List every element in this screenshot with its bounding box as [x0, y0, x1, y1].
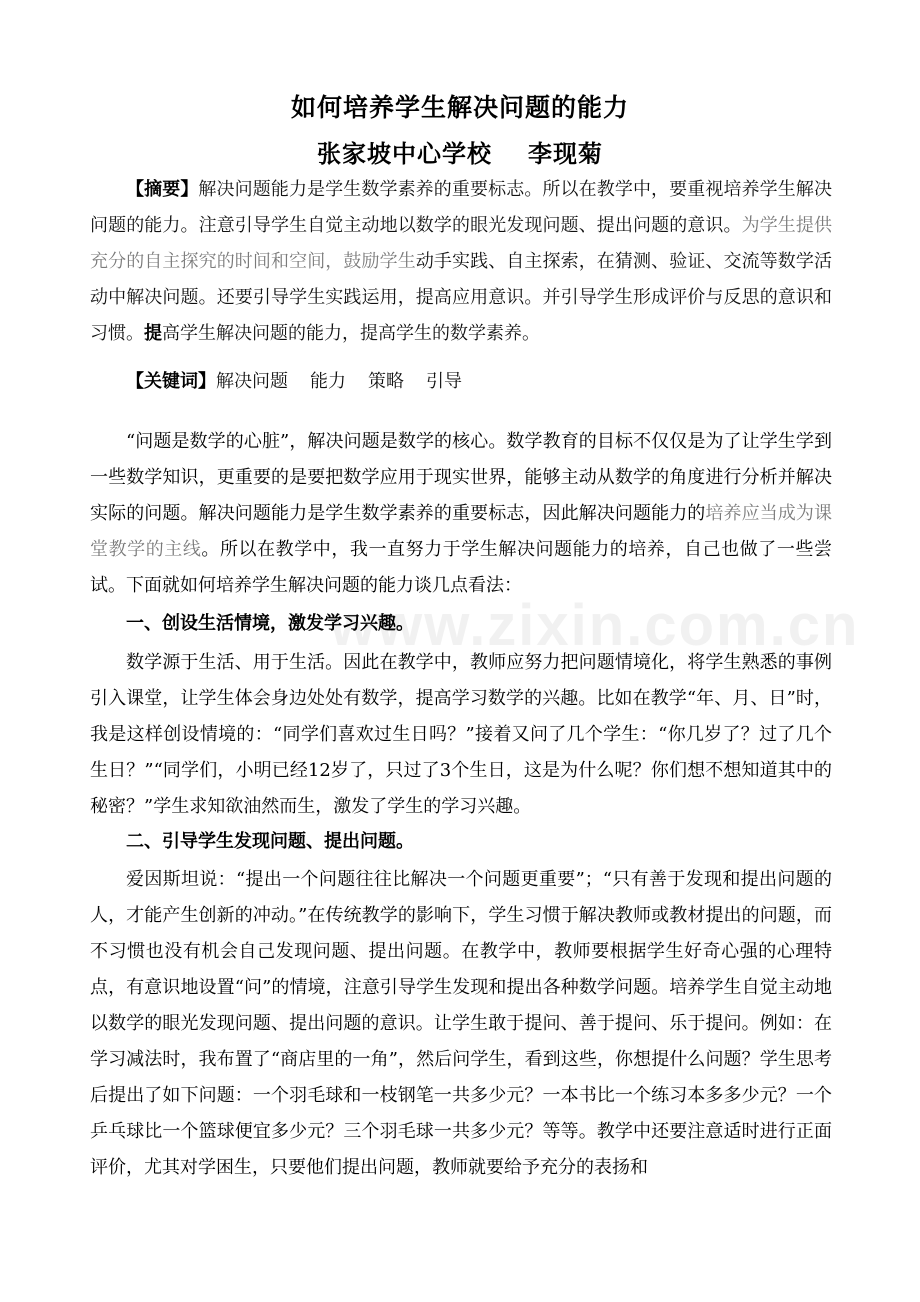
- section-2-body: 爱因斯坦说：“提出一个问题往往比解决一个问题更重要”；“只有善于发现和提出问题的人，才能产生创新的冲动。”在传统教学的影响下，学生习惯于解决教师或教材提出的问题，而不习惯也没有机会自己发现问题、提出问题。在教学中，教师要根据学生好奇心强的心理特点，有意识地设置“问”的情境，注意引导学生发现和提出各种数学问题。培养学生自觉主动地以数学的眼光发现问题、提出问题的意识。让学生敢于提问、善于提问、乐于提问。例如：在学习减法时，我布置了“商店里的一角”，然后问学生，看到这些，你想提什么问题？学生思考后提出了如下问题：一个羽毛球和一枝钢笔一共多少元？一本书比一个练习本多多少元？一个乒乓球比一个篮球便宜多少元？三个羽毛球一共多少元？等等。教学中还要注意适时进行正面评价，尤其对学困生，只要他们提出问题，教师就要给予充分的表扬和: [90, 869, 832, 1178]
- watermark: www.zixin.com.cn: [330, 593, 860, 658]
- intro-text-grey: 培养应当成为课堂教学的主线: [90, 503, 833, 560]
- keywords-label: 【关键词】: [126, 371, 216, 392]
- abstract-text-b: 动手实践、自主探索，在猜测、验证、交流等数学活动中解决问题。还要引导学生实践运用，提高应用意识。并引导学生形成评价与反思的意识和习惯。: [90, 251, 833, 344]
- intro-text-a: “问题是数学的心脏”，解决问题是数学的核心。数学教育的目标不仅仅是为了让学生学到一些数学知识，更重要的是要把数学应用于现实世界，能够主动从数学的角度进行分析并解决实际的问题。解决问题能力是学生数学素养的重要标志，因此解决问题能力的: [90, 431, 832, 524]
- keyword-term: 能力: [310, 371, 346, 392]
- document-title: 如何培养学生解决问题的能力: [290, 93, 629, 122]
- abstract-paragraph: [90, 172, 832, 352]
- school-name: 张家坡中心学校: [317, 140, 492, 168]
- section-2-heading: 二、引导学生发现问题、提出问题。: [126, 831, 414, 852]
- keyword-term: 解决问题: [216, 371, 288, 392]
- keyword-term: 策略: [368, 371, 404, 392]
- keyword-term: 引导: [426, 371, 462, 392]
- keywords-line: [90, 364, 832, 400]
- intro-text-b: 。所以在教学中，我一直努力于学生解决问题能力的培养，自己也做了一些尝试。下面就如何培养学生解决问题的能力谈几点看法：: [90, 539, 833, 596]
- abstract-text-c: 高学生解决问题的能力，提高学生的数学素养。: [162, 323, 540, 344]
- section-1-body: 数学源于生活、用于生活。因此在教学中，教师应努力把问题情境化，将学生熟悉的事例引入课堂，让学生体会身边处处有数学，提高学习数学的兴趣。比如在教学“年、月、日”时，我是这样创设情境的：“同学们喜欢过生日吗？”接着又问了几个学生：“你几岁了？过了几个生日？”“同学们，小明已经12岁了，只过了3个生日，这是为什么呢？你们想不想知道其中的秘密？”学生求知欲油然而生，激发了学生的学习兴趣。: [90, 652, 832, 817]
- abstract-text-a: 解决问题能力是学生数学素养的重要标志。所以在教学中，要重视培养学生解决问题的能力。注意引导学生自觉主动地以数学的眼光发现问题、提出问题的意识。: [90, 179, 832, 236]
- author-name: 李现菊: [528, 140, 603, 168]
- section-1-heading: 一、创设生活情境，激发学习兴趣。: [126, 613, 414, 634]
- abstract-label: 【摘要】: [126, 179, 199, 200]
- intro-paragraph: [90, 424, 832, 604]
- abstract-text-bold: 提: [144, 323, 162, 344]
- abstract-text-grey: 为学生提供充分的自主探究的时间和空间，鼓励学生: [90, 215, 833, 272]
- author-line: [0, 134, 920, 169]
